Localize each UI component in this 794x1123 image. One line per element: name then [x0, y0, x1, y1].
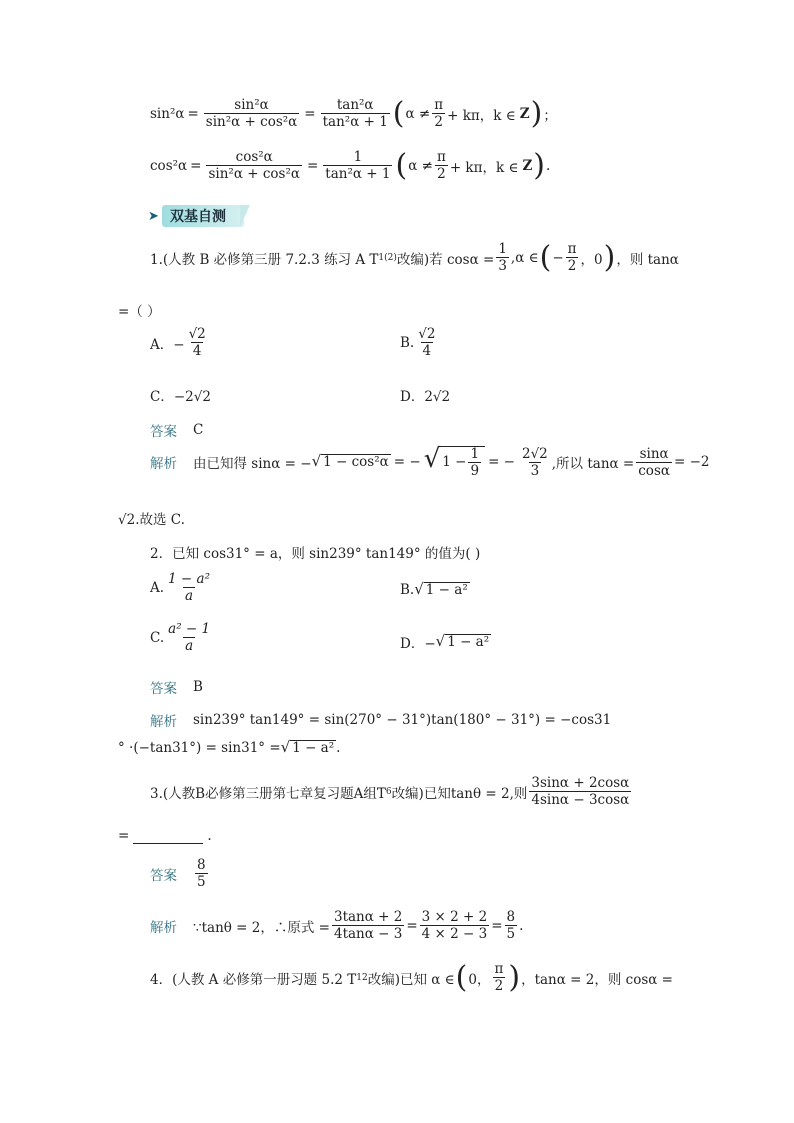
radical: √ 1 − $\frac{1}{9}$ [424, 446, 485, 478]
fraction: $\frac{\pi}{2}$ [434, 97, 444, 131]
q3-answer [150, 858, 210, 889]
fraction: $\frac{\text{tan²α}}{\text{tan²α + 1}}$ [322, 97, 388, 131]
q3-solution: 解析 ∵tanθ = 2，∴原式 = $\frac{3\tan\alpha + 2}{4\tan\alpha - 3}$ = $\frac{3 \times 2 + 2}{4 \times 2 - 3}$ = $\frac{8}{5}$ . [150, 909, 524, 943]
fraction: $\frac{\sin\alpha}{\cos\alpha}$ [638, 445, 670, 479]
fraction: $\frac{√2}{4}$ [188, 326, 206, 360]
solution-label: 解析 [150, 456, 177, 473]
q1-blank-line: =（ ） [118, 304, 161, 320]
answer-blank[interactable] [133, 829, 203, 844]
identity-cos-line: cos²α = $\frac{\text{cos²α}}{\text{sin²α + cos²α}}$ = $\frac{1}{\text{tan²α + 1}}$ ( α ≠ $\frac{\pi}{2}$ + kπ，k ∈ Z ) . [150, 147, 551, 183]
q1-option-a: A．− $\frac{√2}{4}$ [150, 326, 206, 360]
equals: = [304, 105, 316, 122]
fraction: $\frac{√2}{4}$ [418, 326, 436, 360]
fraction: $\frac{1}{3}$ [498, 241, 507, 275]
q1-option-c: C．−2√2 [150, 389, 211, 405]
arrow-icon: ➤ [148, 209, 159, 224]
answer-label: 答案 [150, 867, 177, 884]
radical: √ 1 − a² [414, 580, 468, 598]
fraction: $\frac{\text{1 − a²}}{a}$ [168, 571, 210, 605]
badge-wedge [240, 205, 250, 227]
equals: = [306, 157, 319, 174]
fraction: $\frac{\text{cos²α}}{\text{sin²α + cos²α}}$ [208, 149, 300, 183]
punct: . [546, 157, 551, 174]
condition-tail: + kπ，k ∈ [447, 107, 516, 124]
condition: α ≠ [405, 105, 431, 122]
fraction: $\frac{\pi}{2}$ [494, 961, 504, 995]
q2-option-d: D．− √ 1 − a² [400, 631, 490, 652]
fraction: $\frac{\text{sin²α}}{\text{sin²α + cos²α}}$ [205, 97, 298, 131]
equals: = [190, 157, 202, 174]
answer-label: 答案 [150, 681, 177, 697]
condition-tail: + kπ，k ∈ [449, 159, 519, 176]
section-title: 双基自测 [162, 205, 244, 227]
answer-value: B [193, 679, 203, 695]
identity-sin-line: sin²α = $\frac{\text{sin²α}}{\text{sin²α + cos²α}}$ = $\frac{\text{tan²α}}{\text{tan²α + 1}}$ ( α ≠ $\frac{\pi}{2}$ + kπ，k ∈ Z ) ； [150, 95, 557, 131]
fraction: $\frac{8}{5}$ [506, 909, 516, 943]
integer-set: Z [519, 105, 530, 122]
q2-option-b: B. √ 1 − a² [400, 580, 468, 599]
q2-option-a: A. $\frac{\text{1 − a²}}{a}$ [150, 571, 210, 605]
fraction: $\frac{3\tan\alpha + 2}{4\tan\alpha - 3}$ [333, 909, 403, 943]
condition: α ≠ [408, 157, 433, 174]
radical: √ 1 − a² [280, 738, 335, 756]
fraction: $\frac{3\sin\alpha + 2\cos\alpha}{4\sin\alpha - 3\cos\alpha}$ [531, 775, 630, 809]
section-badge [148, 205, 252, 227]
q1-option-d: D．2√2 [400, 389, 451, 405]
radical: √ 1 − cos²α [311, 451, 389, 470]
q1-option-b: B. $\frac{√2}{4}$ [400, 326, 436, 360]
q2-solution: 解析 sin239° tan149° = sin(270° − 31°)tan(180° − 31°) = −cos31 [150, 712, 612, 730]
fraction: $\frac{\pi}{2}$ [567, 241, 577, 275]
answer-label: 答案 [150, 424, 177, 440]
fraction: $\frac{2√2}{3}$ [521, 445, 548, 479]
q4-stem: 4．(人教 A 必修第一册习题 5.2 T 12 改编)已知 α ∈ ( 0， $\frac{\pi}{2}$ ) ，tanα = 2，则 cosα = [150, 959, 673, 995]
q2-option-c: C. $\frac{\text{a² − 1}}{a}$ [150, 621, 211, 655]
q1-solution-cont: √2.故选 C. [118, 512, 185, 528]
solution-label: 解析 [150, 919, 177, 936]
answer-value: C [193, 422, 204, 438]
fraction: $\frac{3 \times 2 + 2}{4 \times 2 - 3}$ [421, 909, 488, 943]
integer-set: Z [522, 157, 533, 174]
fraction: $\frac{1}{\text{tan²α + 1}}$ [325, 149, 391, 183]
q1-answer [150, 420, 203, 440]
q1-solution: 解析 由已知得 sinα = − √ 1 − cos²α = − √ 1 − $\frac{1}{9}$ = − $\frac{2√2}{3}$ ,所以 tanα = $\frac{\sin\alpha}{\cos\alpha}$ = −2 [150, 444, 710, 480]
fraction: $\frac{\text{a² − 1}}{a}$ [168, 621, 211, 655]
fraction: $\frac{8}{5}$ [197, 857, 206, 891]
q2-stem: 2．已知 cos31° = a，则 sin239° tan149° 的值为( ) [150, 546, 481, 562]
q2-solution-cont: ° ·(−tan31°) = sin31° = √ 1 − a² . [118, 738, 341, 757]
radical: √ 1 − a² [435, 631, 490, 650]
punct: ； [543, 107, 557, 124]
cos-sq-lhs: cos²α [150, 157, 188, 174]
q3-stem: 3.(人教B必修第三册第七章复习题A组T 6 改编)已知tanθ = 2,则 $\frac{3\sin\alpha + 2\cos\alpha}{4\sin\alpha - 3\cos\alpha}$ [150, 775, 630, 809]
equals: = [187, 105, 199, 122]
q3-blank-line: = . [118, 828, 212, 844]
sin-sq-lhs: sin²α [150, 105, 185, 122]
q2-answer [150, 677, 203, 697]
fraction: $\frac{\pi}{2}$ [436, 149, 446, 183]
q1-stem: 1.(人教 B 必修第三册 7.2.3 练习 A T 1(2) 改编)若 cosα = $\frac{1}{3}$ ,α ∈ ( − $\frac{\pi}{2}$ ，0 ) ，则 tanα [150, 239, 679, 275]
solution-label: 解析 [150, 714, 177, 730]
